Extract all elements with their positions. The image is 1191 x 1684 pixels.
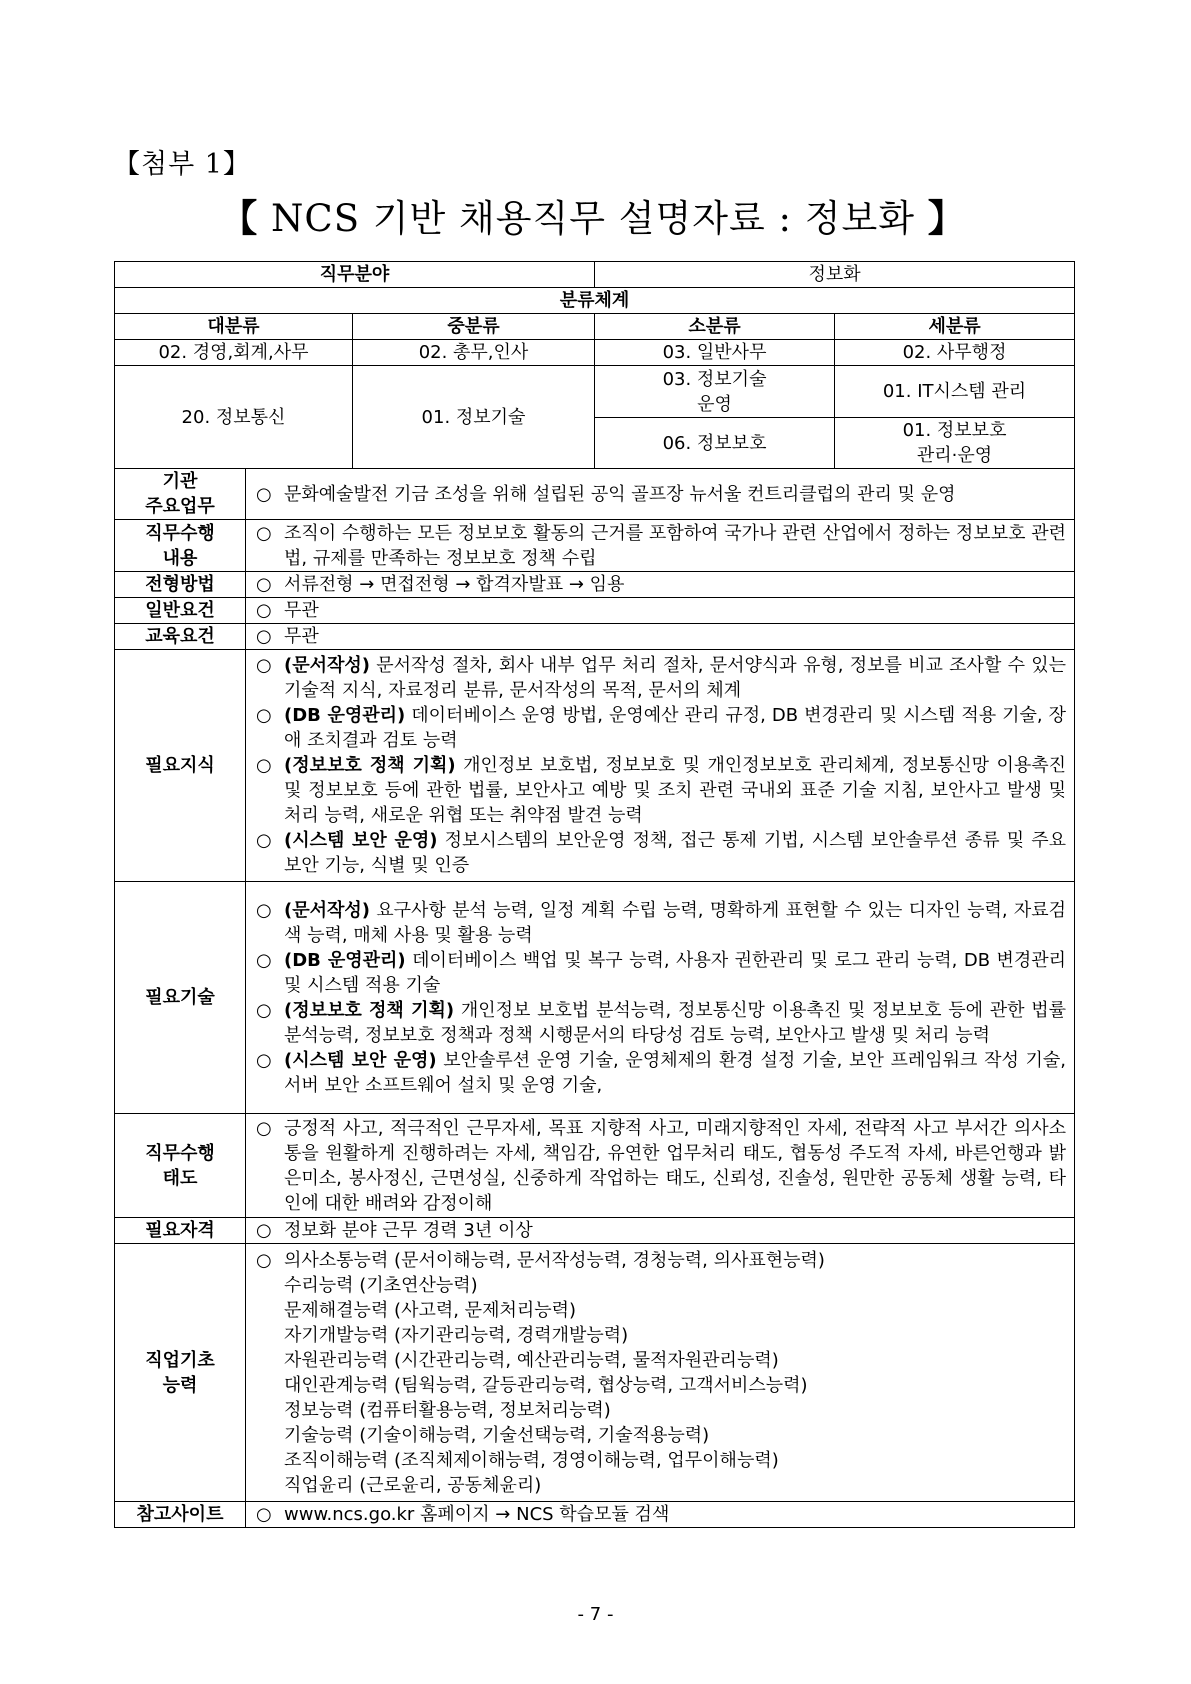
title-bracket-open: 【 bbox=[220, 197, 259, 240]
basic-item: 수리능력 (기초연산능력) bbox=[284, 1274, 478, 1296]
bullet-icon: ○ bbox=[256, 1249, 272, 1271]
edu-text: 무관 bbox=[284, 626, 319, 647]
skill-item bbox=[254, 948, 1066, 998]
skill-content bbox=[246, 882, 1075, 1114]
process-label: 전형방법 bbox=[115, 572, 246, 598]
basic-text: 의사소통능력 (문서이해능력, 문서작성능력, 경청능력, 의사표현능력) bbox=[284, 1249, 825, 1271]
bullet-icon: ○ bbox=[256, 1220, 272, 1241]
knowledge-item bbox=[254, 653, 1066, 703]
col-mid: 중분류 bbox=[353, 314, 595, 340]
mid-1: 02. 총무,인사 bbox=[353, 340, 595, 366]
detail-2b: 01. 정보보호 관리·운영 bbox=[835, 418, 1075, 469]
skill-head: (시스템 보안 운영) bbox=[284, 1049, 437, 1071]
major-1: 02. 경영,회계,사무 bbox=[115, 340, 353, 366]
qual-content bbox=[246, 1218, 1075, 1244]
title-text: NCS 기반 채용직무 설명자료 : 정보화 bbox=[271, 197, 915, 240]
bullet-icon: ○ bbox=[256, 600, 272, 621]
basic-label: 직업기초 능력 bbox=[115, 1244, 246, 1502]
knowledge-head: (정보보호 정책 기획) bbox=[284, 755, 456, 776]
page-number: - 7 - bbox=[577, 1604, 614, 1625]
skill-text: 보안솔루션 운영 기술, 운영체제의 환경 설정 기술, 보안 프레임워크 작성 기술, 서버 보안 소프트웨어 설치 및 운영 기술, bbox=[284, 1049, 1067, 1096]
skill-head: (문서작성) bbox=[284, 899, 371, 921]
classification-label: 분류체계 bbox=[115, 288, 1075, 314]
knowledge-item bbox=[254, 703, 1066, 753]
org-label: 기관 주요업무 bbox=[115, 469, 246, 520]
edu-content bbox=[246, 624, 1075, 650]
mid-2: 01. 정보기술 bbox=[353, 366, 595, 469]
basic-item: 자기개발능력 (자기관리능력, 경력개발능력) bbox=[284, 1324, 629, 1346]
ref-label: 참고사이트 bbox=[115, 1502, 246, 1528]
knowledge-text: 개인정보 보호법, 정보보호 및 개인정보보호 관리체계, 정보통신망 이용촉진 및 정보보호 등에 관한 법률, 보안사고 예방 및 조치 관련 국내외 표준 기술 지침, 보안사고 발생 및 처리 능력, 새로운 위협 또는 취약점 발견 능력 bbox=[284, 755, 1067, 826]
bullet-icon: ○ bbox=[256, 574, 272, 595]
attitude-text: 긍정적 사고, 적극적인 근무자세, 목표 지향적 사고, 미래지향적인 자세, 전략적 사고 부서간 의사소통을 원활하게 진행하려는 자세, 책임감, 유연한 업무처리 태도, 협동성 주도적 자세, 바른언행과 밝은미소, 봉사정신, 근면성실, 신중하게 작업하는 태도, 신뢰성, 진솔성, 원만한 공동체 생활 능력, 타인에 대한 배려와 감정이해 bbox=[284, 1117, 1067, 1214]
skill-text: 요구사항 분석 능력, 일정 계획 수립 능력, 명확하게 표현할 수 있는 디자인 능력, 자료검색 능력, 매체 사용 및 활용 능력 bbox=[284, 899, 1067, 946]
duty-text: 조직이 수행하는 모든 정보보호 활동의 근거를 포함하여 국가나 관련 산업에서 정하는 정보보호 관련 법, 규제를 만족하는 정보보호 정책 수립 bbox=[284, 522, 1067, 569]
knowledge-item bbox=[254, 828, 1066, 878]
bullet-icon: ○ bbox=[256, 1504, 272, 1525]
col-small: 소분류 bbox=[595, 314, 835, 340]
skill-head: (DB 운영관리) bbox=[284, 949, 406, 971]
org-content bbox=[246, 469, 1075, 520]
basic-item: 기술능력 (기술이해능력, 기술선택능력, 기술적용능력) bbox=[284, 1424, 710, 1446]
qual-text: 정보화 분야 근무 경력 3년 이상 bbox=[284, 1220, 533, 1241]
basic-item bbox=[254, 1248, 1066, 1273]
knowledge-head: (문서작성) bbox=[284, 655, 371, 676]
bullet-icon: ○ bbox=[256, 1117, 272, 1139]
duty-content bbox=[246, 520, 1075, 572]
bullet-icon: ○ bbox=[256, 522, 272, 544]
knowledge-text: 데이터베이스 운영 방법, 운영예산 관리 규정, DB 변경관리 및 시스템 적용 기술, 장애 조치결과 검토 능력 bbox=[284, 705, 1067, 751]
basic-item: 조직이해능력 (조직체제이해능력, 경영이해능력, 업무이해능력) bbox=[284, 1449, 779, 1471]
skill-label: 필요기술 bbox=[115, 882, 246, 1114]
bullet-icon: ○ bbox=[256, 999, 272, 1021]
basic-item: 정보능력 (컴퓨터활용능력, 정보처리능력) bbox=[284, 1399, 611, 1421]
edu-label: 교육요건 bbox=[115, 624, 246, 650]
knowledge-text: 정보시스템의 보안운영 정책, 접근 통제 기법, 시스템 보안솔루션 종류 및 주요 보안 기능, 식별 및 인증 bbox=[284, 830, 1067, 876]
bullet-icon: ○ bbox=[256, 755, 272, 776]
knowledge-head: (시스템 보안 운영) bbox=[284, 830, 438, 851]
page-title bbox=[113, 188, 1073, 242]
bullet-icon: ○ bbox=[256, 1049, 272, 1071]
detail-1: 02. 사무행정 bbox=[835, 340, 1075, 366]
attitude-content bbox=[246, 1114, 1075, 1218]
bullet-icon: ○ bbox=[256, 483, 272, 505]
knowledge-text: 문서작성 절차, 회사 내부 업무 처리 절차, 문서양식과 유형, 정보를 비교 조사할 수 있는 기술적 지식, 자료정리 분류, 문서작성의 목적, 문서의 체계 bbox=[284, 655, 1067, 701]
skill-head: (정보보호 정책 기획) bbox=[284, 999, 455, 1021]
qual-label: 필요자격 bbox=[115, 1218, 246, 1244]
bullet-icon: ○ bbox=[256, 949, 272, 971]
small-2a: 03. 정보기술 운영 bbox=[595, 366, 835, 418]
basic-item: 문제해결능력 (사고력, 문제처리능력) bbox=[284, 1299, 577, 1321]
knowledge-item bbox=[254, 753, 1066, 828]
bullet-icon: ○ bbox=[256, 899, 272, 921]
process-content bbox=[246, 572, 1075, 598]
attachment-label: 【첨부 1】 bbox=[113, 149, 251, 180]
general-label: 일반요건 bbox=[115, 598, 246, 624]
job-field-value: 정보화 bbox=[595, 262, 1075, 288]
basic-item: 자원관리능력 (시간관리능력, 예산관리능력, 물적자원관리능력) bbox=[284, 1349, 779, 1371]
job-field-label: 직무분야 bbox=[115, 262, 595, 288]
attitude-label: 직무수행 태도 bbox=[115, 1114, 246, 1218]
basic-content bbox=[246, 1244, 1075, 1502]
skill-text: 개인정보 보호법 분석능력, 정보통신망 이용촉진 및 정보보호 등에 관한 법률 분석능력, 정보보호 정책과 정책 시행문서의 타당성 검토 능력, 보안사고 발생 및 처리 능력 bbox=[284, 999, 1067, 1046]
small-2b: 06. 정보보호 bbox=[595, 418, 835, 469]
job-description-table bbox=[114, 261, 1075, 1528]
knowledge-label: 필요지식 bbox=[115, 650, 246, 882]
skill-item bbox=[254, 998, 1066, 1048]
skill-text: 데이터베이스 백업 및 복구 능력, 사용자 권한관리 및 로그 관리 능력, DB 변경관리 및 시스템 적용 기술 bbox=[284, 949, 1067, 996]
detail-2a: 01. IT시스템 관리 bbox=[835, 366, 1075, 418]
knowledge-head: (DB 운영관리) bbox=[284, 705, 406, 726]
bullet-icon: ○ bbox=[256, 705, 272, 726]
title-bracket-close: 】 bbox=[927, 197, 966, 240]
bullet-icon: ○ bbox=[256, 830, 272, 851]
col-detail: 세분류 bbox=[835, 314, 1075, 340]
bullet-icon: ○ bbox=[256, 655, 272, 676]
major-2: 20. 정보통신 bbox=[115, 366, 353, 469]
duty-label: 직무수행 내용 bbox=[115, 520, 246, 572]
skill-item bbox=[254, 1048, 1066, 1098]
org-text: 문화예술발전 기금 조성을 위해 설립된 공익 골프장 뉴서울 컨트리클럽의 관리 및 운영 bbox=[284, 483, 956, 505]
general-content bbox=[246, 598, 1075, 624]
general-text: 무관 bbox=[284, 600, 319, 621]
basic-item: 대인관계능력 (팀웍능력, 갈등관리능력, 협상능력, 고객서비스능력) bbox=[284, 1374, 808, 1396]
bullet-icon: ○ bbox=[256, 626, 272, 647]
basic-item: 직업윤리 (근로윤리, 공동체윤리) bbox=[284, 1474, 542, 1496]
process-text: 서류전형 → 면접전형 → 합격자발표 → 임용 bbox=[284, 574, 625, 595]
ref-link-text: www.ncs.go.kr 홈페이지 → NCS 학습모듈 검색 bbox=[284, 1504, 670, 1525]
ref-content bbox=[246, 1502, 1075, 1528]
small-1: 03. 일반사무 bbox=[595, 340, 835, 366]
knowledge-content bbox=[246, 650, 1075, 882]
skill-item bbox=[254, 898, 1066, 948]
col-major: 대분류 bbox=[115, 314, 353, 340]
